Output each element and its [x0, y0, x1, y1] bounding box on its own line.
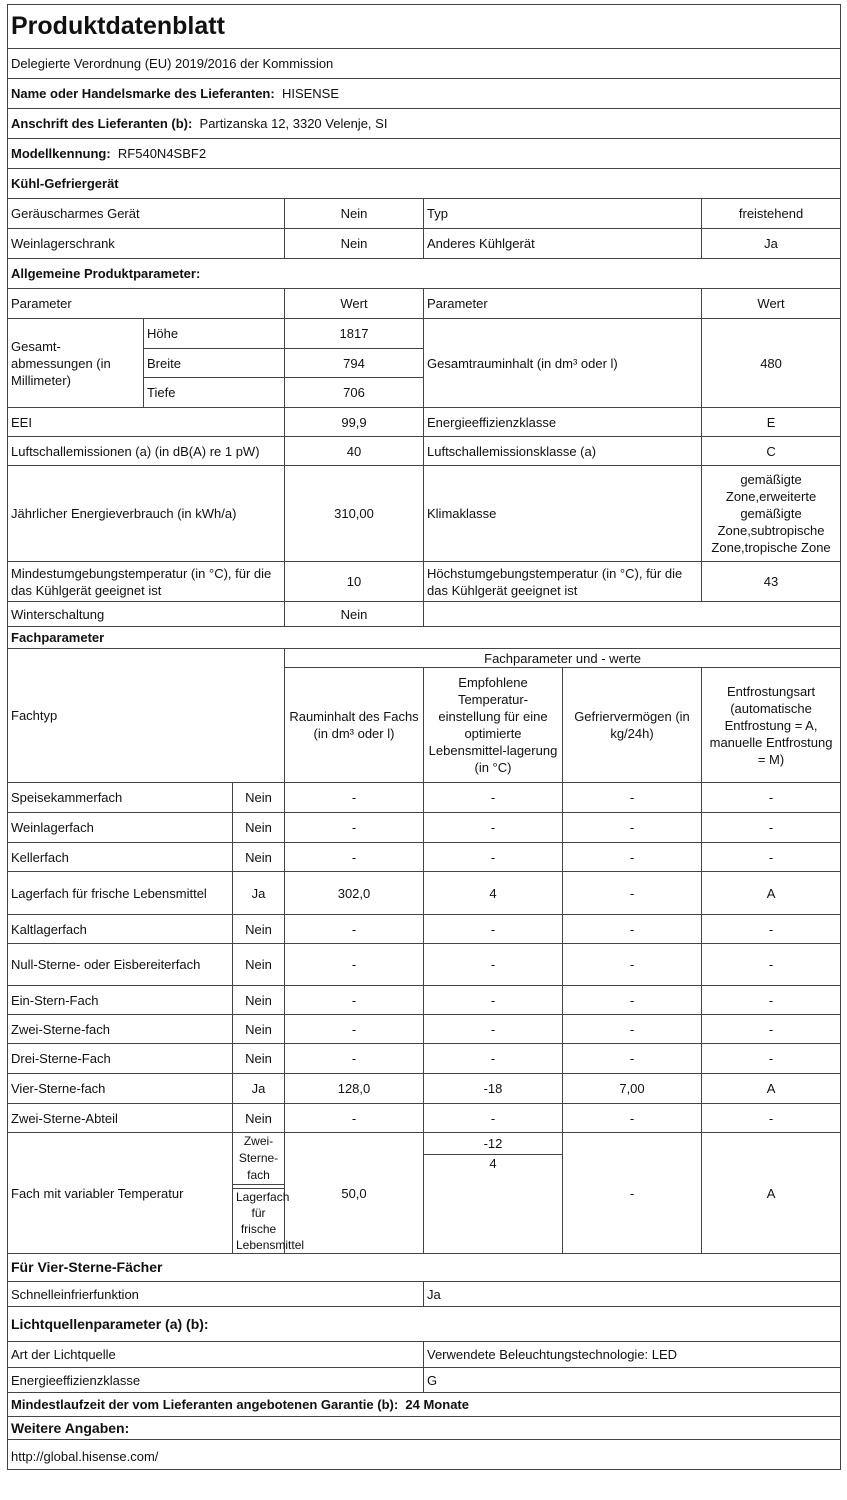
table-row — [8, 915, 841, 944]
compartment-present: Nein — [233, 944, 285, 986]
compartment-name: Drei-Sterne-Fach — [8, 1044, 233, 1074]
variable-freeze: - — [563, 1133, 702, 1254]
col-header-temperature: Empfohlene Temperatur-einstellung für eine optimierte Lebensmittel-lagerung (in °C) — [424, 668, 563, 783]
device-row-label: Geräuscharmes Gerät — [8, 199, 285, 229]
compartment-temp: - — [424, 783, 563, 813]
compartment-defrost: - — [702, 783, 841, 813]
compartment-temp: - — [424, 915, 563, 944]
compartment-defrost: - — [702, 813, 841, 843]
compartment-name: Lagerfach für frische Lebensmittel — [8, 872, 233, 915]
supplier-name-value: HISENSE — [281, 86, 340, 101]
compartment-defrost: - — [702, 1104, 841, 1133]
eei-label: EEI — [8, 408, 285, 437]
compartment-defrost: - — [702, 1044, 841, 1074]
compartment-temp: - — [424, 944, 563, 986]
model-value: RF540N4SBF2 — [117, 146, 207, 161]
compartment-freeze: - — [563, 783, 702, 813]
climate-class-label: Klimaklasse — [424, 466, 702, 562]
variable-sub-two-star: Zwei-Sterne-fach — [233, 1133, 285, 1185]
compartment-name: Ein-Stern-Fach — [8, 986, 233, 1015]
winter-label: Winterschaltung — [8, 602, 285, 627]
data-sheet-table — [7, 4, 841, 1470]
dim-label: Breite — [144, 349, 285, 378]
supplier-address-value: Partizanska 12, 3320 Velenje, SI — [199, 116, 388, 131]
compartment-present: Ja — [233, 872, 285, 915]
table-row — [8, 813, 841, 843]
compartment-name: Null-Sterne- oder Eisbereiterfach — [8, 944, 233, 986]
table-row — [8, 1015, 841, 1044]
compartment-freeze: 7,00 — [563, 1074, 702, 1104]
col-header-value-2: Wert — [702, 289, 841, 319]
warranty-value: 24 Monate — [405, 1397, 469, 1412]
variable-defrost: A — [702, 1133, 841, 1254]
compartment-volume: - — [285, 1044, 424, 1074]
compartment-temp: - — [424, 813, 563, 843]
compartment-volume: - — [285, 944, 424, 986]
further-info-heading: Weitere Angaben: — [8, 1417, 841, 1440]
noise-class-label: Luftschallemissionsklasse (a) — [424, 437, 702, 466]
compartment-volume: 302,0 — [285, 872, 424, 915]
compartment-name: Vier-Sterne-fach — [8, 1074, 233, 1104]
variable-temp-2: 4 — [424, 1155, 563, 1254]
compartment-freeze: - — [563, 986, 702, 1015]
compartment-defrost: - — [702, 843, 841, 872]
compartment-type-label: Fachtyp — [8, 649, 285, 783]
supplier-name-label: Name oder Handelsmarke des Lieferanten: — [11, 86, 275, 101]
variable-compartment-row — [8, 1133, 841, 1155]
compartment-volume: - — [285, 1104, 424, 1133]
annual-energy-label: Jährlicher Energieverbrauch (in kWh/a) — [8, 466, 285, 562]
table-row — [8, 783, 841, 813]
col-header-parameter: Parameter — [8, 289, 285, 319]
dim-value: 706 — [285, 378, 424, 408]
annual-energy-value: 310,00 — [285, 466, 424, 562]
supplier-address-row — [8, 109, 841, 139]
device-row-value2: Ja — [702, 229, 841, 259]
compartment-temp: - — [424, 1015, 563, 1044]
variable-temp-1: -12 — [424, 1133, 563, 1155]
compartment-freeze: - — [563, 1104, 702, 1133]
noise-class-value: C — [702, 437, 841, 466]
light-heading: Lichtquellenparameter (a) (b): — [8, 1307, 841, 1342]
compartment-defrost: - — [702, 915, 841, 944]
device-row-label2: Anderes Kühlgerät — [424, 229, 702, 259]
min-temp-label: Mindestumgebungstemperatur (in °C), für die das Kühlgerät geeignet ist — [8, 562, 285, 602]
product-data-sheet — [7, 4, 840, 1470]
noise-label: Luftschallemissionen (a) (in dB(A) re 1 pW) — [8, 437, 285, 466]
website-link[interactable]: http://global.hisense.com/ — [8, 1440, 841, 1470]
table-row — [8, 986, 841, 1015]
compartment-group-header: Fachparameter und - werte — [285, 649, 841, 668]
col-header-freezing-capacity: Gefriervermögen (in kg/24h) — [563, 668, 702, 783]
col-header-parameter-2: Parameter — [424, 289, 702, 319]
compartment-volume: 128,0 — [285, 1074, 424, 1104]
compartment-freeze: - — [563, 915, 702, 944]
volume-value: 480 — [702, 319, 841, 408]
device-row-value: Nein — [285, 229, 424, 259]
compartment-name: Kaltlagerfach — [8, 915, 233, 944]
compartment-defrost: A — [702, 872, 841, 915]
col-header-defrost-type: Entfrostungsart (automatische Entfrostung = A, manuelle Entfrostung = M) — [702, 668, 841, 783]
model-row — [8, 139, 841, 169]
compartment-defrost: - — [702, 1015, 841, 1044]
quick-freeze-label: Schnelleinfrierfunktion — [8, 1282, 424, 1307]
compartment-defrost: A — [702, 1074, 841, 1104]
quick-freeze-value: Ja — [424, 1282, 841, 1307]
eei-value: 99,9 — [285, 408, 424, 437]
compartment-freeze: - — [563, 872, 702, 915]
col-header-value: Wert — [285, 289, 424, 319]
four-star-heading: Für Vier-Sterne-Fächer — [8, 1254, 841, 1282]
variable-compartment-name: Fach mit variabler Temperatur — [8, 1133, 233, 1254]
compartment-freeze: - — [563, 1015, 702, 1044]
energy-class-value: E — [702, 408, 841, 437]
table-row — [8, 843, 841, 872]
general-heading: Allgemeine Produktparameter: — [8, 259, 841, 289]
compartment-name: Zwei-Sterne-Abteil — [8, 1104, 233, 1133]
compartment-present: Nein — [233, 986, 285, 1015]
table-row — [8, 872, 841, 915]
volume-label: Gesamtrauminhalt (in dm³ oder l) — [424, 319, 702, 408]
table-row — [8, 1044, 841, 1074]
min-temp-value: 10 — [285, 562, 424, 602]
warranty-row — [8, 1393, 841, 1417]
supplier-name-row — [8, 79, 841, 109]
col-header-volume: Rauminhalt des Fachs (in dm³ oder l) — [285, 668, 424, 783]
table-row — [8, 1104, 841, 1133]
variable-sub-fresh: Lagerfach für frische Lebensmittel — [233, 1189, 285, 1254]
device-row-value2: freistehend — [702, 199, 841, 229]
compartment-defrost: - — [702, 944, 841, 986]
compartments-heading: Fachparameter — [8, 627, 841, 649]
category-heading: Kühl-Gefriergerät — [8, 169, 841, 199]
winter-value: Nein — [285, 602, 424, 627]
dim-label: Höhe — [144, 319, 285, 349]
compartment-freeze: - — [563, 843, 702, 872]
page-title: Produktdatenblatt — [8, 5, 841, 49]
variable-volume: 50,0 — [285, 1133, 424, 1254]
compartment-present: Nein — [233, 1015, 285, 1044]
compartment-temp: - — [424, 1104, 563, 1133]
compartment-present: Nein — [233, 1044, 285, 1074]
compartment-temp: - — [424, 1044, 563, 1074]
compartment-defrost: - — [702, 986, 841, 1015]
compartment-name: Weinlagerfach — [8, 813, 233, 843]
compartment-freeze: - — [563, 1044, 702, 1074]
compartment-present: Ja — [233, 1074, 285, 1104]
dim-value: 1817 — [285, 319, 424, 349]
warranty-label: Mindestlaufzeit der vom Lieferanten angebotenen Garantie (b): — [11, 1397, 399, 1412]
device-row-value: Nein — [285, 199, 424, 229]
light-type-label: Art der Lichtquelle — [8, 1342, 424, 1368]
compartment-volume: - — [285, 783, 424, 813]
regulation-text: Delegierte Verordnung (EU) 2019/2016 der Kommission — [8, 49, 841, 79]
energy-class-label: Energieeffizienzklasse — [424, 408, 702, 437]
empty-cell — [424, 602, 841, 627]
compartment-temp: - — [424, 843, 563, 872]
compartment-present: Nein — [233, 813, 285, 843]
compartment-freeze: - — [563, 944, 702, 986]
compartment-volume: - — [285, 813, 424, 843]
supplier-address-label: Anschrift des Lieferanten (b): — [11, 116, 193, 131]
light-class-value: G — [424, 1368, 841, 1393]
model-label: Modellkennung: — [11, 146, 111, 161]
device-row-label2: Typ — [424, 199, 702, 229]
compartment-volume: - — [285, 1015, 424, 1044]
compartment-temp: - — [424, 986, 563, 1015]
climate-class-value: gemäßigte Zone,erweiterte gemäßigte Zone,subtropische Zone,tropische Zone — [702, 466, 841, 562]
max-temp-value: 43 — [702, 562, 841, 602]
compartment-name: Zwei-Sterne-fach — [8, 1015, 233, 1044]
dim-label: Tiefe — [144, 378, 285, 408]
table-row — [8, 944, 841, 986]
table-row — [8, 1074, 841, 1104]
compartment-volume: - — [285, 986, 424, 1015]
compartment-temp: -18 — [424, 1074, 563, 1104]
compartment-volume: - — [285, 915, 424, 944]
compartment-present: Nein — [233, 783, 285, 813]
max-temp-label: Höchstumgebungstemperatur (in °C), für die das Kühlgerät geeignet ist — [424, 562, 702, 602]
compartment-present: Nein — [233, 915, 285, 944]
compartment-name: Kellerfach — [8, 843, 233, 872]
dim-value: 794 — [285, 349, 424, 378]
compartment-volume: - — [285, 843, 424, 872]
device-row-label: Weinlagerschrank — [8, 229, 285, 259]
compartment-present: Nein — [233, 843, 285, 872]
light-class-label: Energieeffizienzklasse — [8, 1368, 424, 1393]
compartment-present: Nein — [233, 1104, 285, 1133]
noise-value: 40 — [285, 437, 424, 466]
compartment-name: Speisekammerfach — [8, 783, 233, 813]
compartment-freeze: - — [563, 813, 702, 843]
compartment-temp: 4 — [424, 872, 563, 915]
light-type-value: Verwendete Beleuchtungstechnologie: LED — [424, 1342, 841, 1368]
dimensions-label: Gesamt-abmessungen (in Millimeter) — [8, 319, 144, 408]
